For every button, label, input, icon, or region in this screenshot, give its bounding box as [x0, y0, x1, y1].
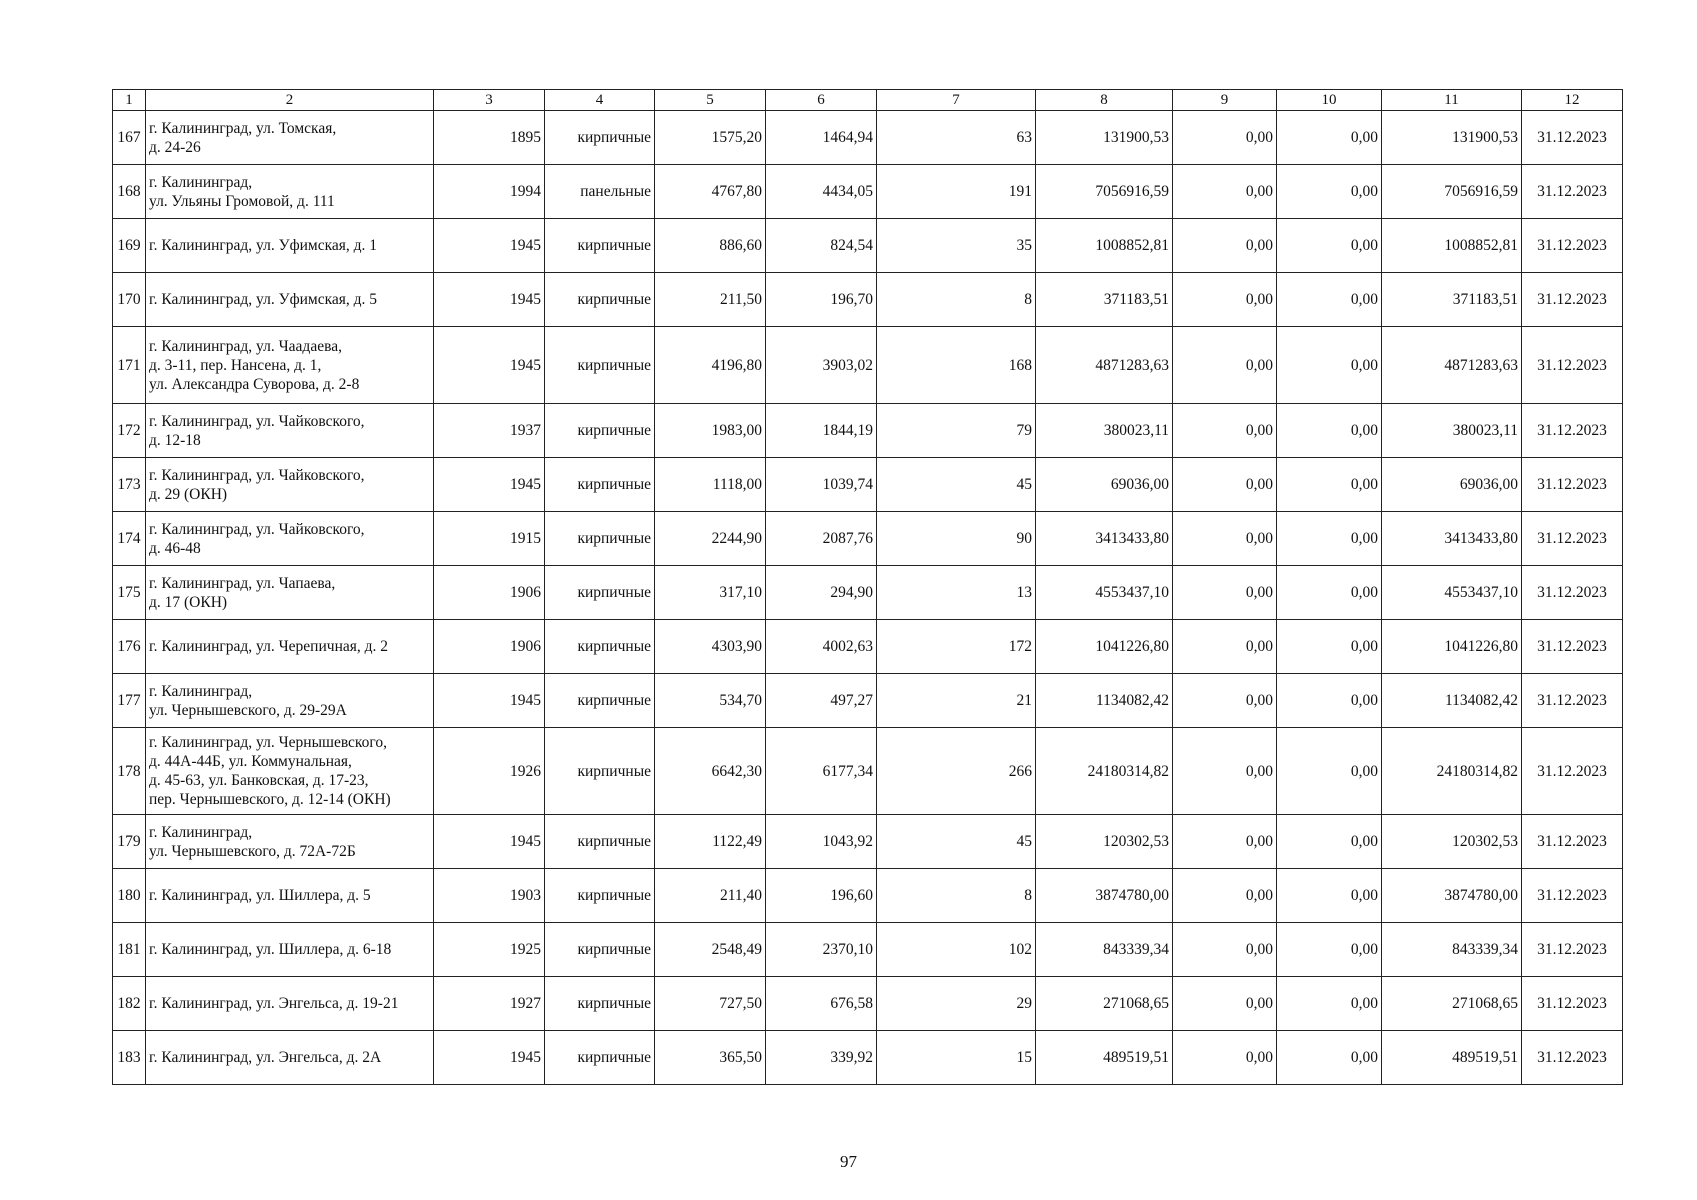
- cost-column-10-cell: 0,00: [1277, 674, 1382, 728]
- cost-column-10-cell: 0,00: [1277, 458, 1382, 512]
- column-header: 12: [1522, 90, 1623, 111]
- total-cost-cell: 4871283,63: [1036, 327, 1173, 404]
- total-cost-cell: 271068,65: [1036, 977, 1173, 1031]
- row-number-cell: 177: [113, 674, 146, 728]
- row-number-cell: 178: [113, 728, 146, 815]
- wall-material-cell: кирпичные: [545, 219, 655, 273]
- column-header: 8: [1036, 90, 1173, 111]
- row-number-cell: 175: [113, 566, 146, 620]
- table-row: [113, 458, 1623, 512]
- year-built-cell: 1945: [434, 273, 545, 327]
- residents-count-cell: 63: [877, 111, 1036, 165]
- cost-column-10-cell: 0,00: [1277, 977, 1382, 1031]
- residents-count-cell: 29: [877, 977, 1036, 1031]
- row-number-cell: 172: [113, 404, 146, 458]
- cost-column-10-cell: 0,00: [1277, 512, 1382, 566]
- residents-count-cell: 79: [877, 404, 1036, 458]
- living-area-cell: 196,60: [766, 869, 877, 923]
- deadline-date-cell: 31.12.2023: [1522, 111, 1623, 165]
- deadline-date-cell: 31.12.2023: [1522, 1031, 1623, 1085]
- total-cost-cell: 489519,51: [1036, 1031, 1173, 1085]
- cost-column-9-cell: 0,00: [1173, 1031, 1277, 1085]
- cost-column-9-cell: 0,00: [1173, 404, 1277, 458]
- cost-column-9-cell: 0,00: [1173, 815, 1277, 869]
- wall-material-cell: кирпичные: [545, 728, 655, 815]
- living-area-cell: 339,92: [766, 1031, 877, 1085]
- year-built-cell: 1945: [434, 327, 545, 404]
- year-built-cell: 1906: [434, 566, 545, 620]
- total-area-cell: 1575,20: [655, 111, 766, 165]
- living-area-cell: 497,27: [766, 674, 877, 728]
- total-cost-cell: 131900,53: [1036, 111, 1173, 165]
- buildings-table: [112, 89, 1623, 1085]
- cost-column-10-cell: 0,00: [1277, 219, 1382, 273]
- address-cell: г. Калининград, ул. Томская, д. 24-26: [146, 111, 434, 165]
- cost-column-9-cell: 0,00: [1173, 458, 1277, 512]
- deadline-date-cell: 31.12.2023: [1522, 566, 1623, 620]
- wall-material-cell: кирпичные: [545, 458, 655, 512]
- cost-column-11-cell: 1041226,80: [1382, 620, 1522, 674]
- total-cost-cell: 1134082,42: [1036, 674, 1173, 728]
- row-number-cell: 169: [113, 219, 146, 273]
- year-built-cell: 1945: [434, 1031, 545, 1085]
- deadline-date-cell: 31.12.2023: [1522, 165, 1623, 219]
- table-row: [113, 728, 1623, 815]
- wall-material-cell: кирпичные: [545, 273, 655, 327]
- residents-count-cell: 172: [877, 620, 1036, 674]
- deadline-date-cell: 31.12.2023: [1522, 674, 1623, 728]
- residents-count-cell: 191: [877, 165, 1036, 219]
- cost-column-9-cell: 0,00: [1173, 219, 1277, 273]
- deadline-date-cell: 31.12.2023: [1522, 219, 1623, 273]
- cost-column-10-cell: 0,00: [1277, 404, 1382, 458]
- cost-column-10-cell: 0,00: [1277, 111, 1382, 165]
- total-cost-cell: 3413433,80: [1036, 512, 1173, 566]
- cost-column-9-cell: 0,00: [1173, 977, 1277, 1031]
- cost-column-10-cell: 0,00: [1277, 566, 1382, 620]
- table-row: [113, 273, 1623, 327]
- address-cell: г. Калининград, ул. Чаадаева, д. 3-11, пер. Нансена, д. 1, ул. Александра Суворова, д. 2-8: [146, 327, 434, 404]
- cost-column-9-cell: 0,00: [1173, 327, 1277, 404]
- table-row: [113, 923, 1623, 977]
- total-area-cell: 1983,00: [655, 404, 766, 458]
- living-area-cell: 6177,34: [766, 728, 877, 815]
- cost-column-10-cell: 0,00: [1277, 620, 1382, 674]
- cost-column-9-cell: 0,00: [1173, 620, 1277, 674]
- table-row: [113, 165, 1623, 219]
- row-number-cell: 179: [113, 815, 146, 869]
- total-area-cell: 1122,49: [655, 815, 766, 869]
- year-built-cell: 1994: [434, 165, 545, 219]
- cost-column-11-cell: 1134082,42: [1382, 674, 1522, 728]
- deadline-date-cell: 31.12.2023: [1522, 512, 1623, 566]
- column-header: 10: [1277, 90, 1382, 111]
- year-built-cell: 1903: [434, 869, 545, 923]
- total-area-cell: 2244,90: [655, 512, 766, 566]
- total-area-cell: 211,50: [655, 273, 766, 327]
- column-header: 7: [877, 90, 1036, 111]
- cost-column-10-cell: 0,00: [1277, 327, 1382, 404]
- cost-column-11-cell: 4871283,63: [1382, 327, 1522, 404]
- table-row: [113, 219, 1623, 273]
- deadline-date-cell: 31.12.2023: [1522, 728, 1623, 815]
- cost-column-11-cell: 380023,11: [1382, 404, 1522, 458]
- living-area-cell: 1039,74: [766, 458, 877, 512]
- residents-count-cell: 90: [877, 512, 1036, 566]
- cost-column-9-cell: 0,00: [1173, 273, 1277, 327]
- wall-material-cell: панельные: [545, 165, 655, 219]
- total-cost-cell: 1008852,81: [1036, 219, 1173, 273]
- wall-material-cell: кирпичные: [545, 620, 655, 674]
- row-number-cell: 170: [113, 273, 146, 327]
- living-area-cell: 2087,76: [766, 512, 877, 566]
- page-number: 97: [840, 1152, 857, 1171]
- table-row: [113, 620, 1623, 674]
- column-header: 5: [655, 90, 766, 111]
- wall-material-cell: кирпичные: [545, 977, 655, 1031]
- total-cost-cell: 3874780,00: [1036, 869, 1173, 923]
- year-built-cell: 1895: [434, 111, 545, 165]
- address-cell: г. Калининград, ул. Чернышевского, д. 29-29А: [146, 674, 434, 728]
- cost-column-9-cell: 0,00: [1173, 869, 1277, 923]
- deadline-date-cell: 31.12.2023: [1522, 458, 1623, 512]
- wall-material-cell: кирпичные: [545, 923, 655, 977]
- residents-count-cell: 15: [877, 1031, 1036, 1085]
- year-built-cell: 1945: [434, 219, 545, 273]
- deadline-date-cell: 31.12.2023: [1522, 620, 1623, 674]
- deadline-date-cell: 31.12.2023: [1522, 815, 1623, 869]
- address-cell: г. Калининград, ул. Чайковского, д. 46-48: [146, 512, 434, 566]
- deadline-date-cell: 31.12.2023: [1522, 977, 1623, 1031]
- deadline-date-cell: 31.12.2023: [1522, 273, 1623, 327]
- residents-count-cell: 168: [877, 327, 1036, 404]
- residents-count-cell: 21: [877, 674, 1036, 728]
- cost-column-10-cell: 0,00: [1277, 728, 1382, 815]
- living-area-cell: 294,90: [766, 566, 877, 620]
- cost-column-11-cell: 1008852,81: [1382, 219, 1522, 273]
- cost-column-10-cell: 0,00: [1277, 923, 1382, 977]
- year-built-cell: 1927: [434, 977, 545, 1031]
- total-area-cell: 4196,80: [655, 327, 766, 404]
- column-header: 11: [1382, 90, 1522, 111]
- cost-column-11-cell: 489519,51: [1382, 1031, 1522, 1085]
- total-cost-cell: 120302,53: [1036, 815, 1173, 869]
- total-area-cell: 534,70: [655, 674, 766, 728]
- address-cell: г. Калининград, ул. Чернышевского, д. 72А-72Б: [146, 815, 434, 869]
- address-cell: г. Калининград, ул. Чернышевского, д. 44А-44Б, ул. Коммунальная, д. 45-63, ул. Банковская, д. 17-23, пер. Чернышевского, д. 12-14 (ОКН): [146, 728, 434, 815]
- total-area-cell: 6642,30: [655, 728, 766, 815]
- living-area-cell: 2370,10: [766, 923, 877, 977]
- cost-column-11-cell: 69036,00: [1382, 458, 1522, 512]
- row-number-cell: 168: [113, 165, 146, 219]
- table-row: [113, 566, 1623, 620]
- address-cell: г. Калининград, ул. Энгельса, д. 2А: [146, 1031, 434, 1085]
- column-header: 6: [766, 90, 877, 111]
- total-cost-cell: 371183,51: [1036, 273, 1173, 327]
- living-area-cell: 4434,05: [766, 165, 877, 219]
- living-area-cell: 3903,02: [766, 327, 877, 404]
- living-area-cell: 1844,19: [766, 404, 877, 458]
- residents-count-cell: 13: [877, 566, 1036, 620]
- table-row: [113, 512, 1623, 566]
- total-cost-cell: 7056916,59: [1036, 165, 1173, 219]
- total-area-cell: 4767,80: [655, 165, 766, 219]
- cost-column-9-cell: 0,00: [1173, 728, 1277, 815]
- table-row: [113, 869, 1623, 923]
- address-cell: г. Калининград, ул. Шиллера, д. 6-18: [146, 923, 434, 977]
- total-cost-cell: 843339,34: [1036, 923, 1173, 977]
- cost-column-9-cell: 0,00: [1173, 923, 1277, 977]
- cost-column-9-cell: 0,00: [1173, 111, 1277, 165]
- cost-column-9-cell: 0,00: [1173, 165, 1277, 219]
- total-area-cell: 2548,49: [655, 923, 766, 977]
- wall-material-cell: кирпичные: [545, 566, 655, 620]
- table-row: [113, 111, 1623, 165]
- cost-column-11-cell: 120302,53: [1382, 815, 1522, 869]
- cost-column-11-cell: 371183,51: [1382, 273, 1522, 327]
- residents-count-cell: 8: [877, 273, 1036, 327]
- cost-column-11-cell: 131900,53: [1382, 111, 1522, 165]
- year-built-cell: 1945: [434, 815, 545, 869]
- wall-material-cell: кирпичные: [545, 869, 655, 923]
- cost-column-10-cell: 0,00: [1277, 1031, 1382, 1085]
- column-header: 2: [146, 90, 434, 111]
- row-number-cell: 176: [113, 620, 146, 674]
- total-cost-cell: 1041226,80: [1036, 620, 1173, 674]
- deadline-date-cell: 31.12.2023: [1522, 923, 1623, 977]
- total-cost-cell: 380023,11: [1036, 404, 1173, 458]
- residents-count-cell: 102: [877, 923, 1036, 977]
- row-number-cell: 174: [113, 512, 146, 566]
- cost-column-11-cell: 271068,65: [1382, 977, 1522, 1031]
- wall-material-cell: кирпичные: [545, 327, 655, 404]
- wall-material-cell: кирпичные: [545, 512, 655, 566]
- total-area-cell: 727,50: [655, 977, 766, 1031]
- year-built-cell: 1937: [434, 404, 545, 458]
- row-number-cell: 173: [113, 458, 146, 512]
- column-header: 9: [1173, 90, 1277, 111]
- total-area-cell: 317,10: [655, 566, 766, 620]
- address-cell: г. Калининград, ул. Черепичная, д. 2: [146, 620, 434, 674]
- row-number-cell: 167: [113, 111, 146, 165]
- deadline-date-cell: 31.12.2023: [1522, 404, 1623, 458]
- cost-column-10-cell: 0,00: [1277, 273, 1382, 327]
- year-built-cell: 1945: [434, 674, 545, 728]
- total-cost-cell: 69036,00: [1036, 458, 1173, 512]
- address-cell: г. Калининград, ул. Шиллера, д. 5: [146, 869, 434, 923]
- address-cell: г. Калининград, ул. Чайковского, д. 29 (ОКН): [146, 458, 434, 512]
- cost-column-11-cell: 3874780,00: [1382, 869, 1522, 923]
- deadline-date-cell: 31.12.2023: [1522, 327, 1623, 404]
- living-area-cell: 196,70: [766, 273, 877, 327]
- column-number-row: [113, 90, 1623, 111]
- living-area-cell: 824,54: [766, 219, 877, 273]
- cost-column-9-cell: 0,00: [1173, 674, 1277, 728]
- total-area-cell: 886,60: [655, 219, 766, 273]
- year-built-cell: 1925: [434, 923, 545, 977]
- cost-column-11-cell: 24180314,82: [1382, 728, 1522, 815]
- residents-count-cell: 8: [877, 869, 1036, 923]
- row-number-cell: 180: [113, 869, 146, 923]
- row-number-cell: 183: [113, 1031, 146, 1085]
- cost-column-11-cell: 7056916,59: [1382, 165, 1522, 219]
- total-area-cell: 365,50: [655, 1031, 766, 1085]
- cost-column-10-cell: 0,00: [1277, 869, 1382, 923]
- wall-material-cell: кирпичные: [545, 815, 655, 869]
- living-area-cell: 4002,63: [766, 620, 877, 674]
- table-row: [113, 327, 1623, 404]
- row-number-cell: 182: [113, 977, 146, 1031]
- year-built-cell: 1926: [434, 728, 545, 815]
- address-cell: г. Калининград, ул. Чайковского, д. 12-18: [146, 404, 434, 458]
- total-area-cell: 211,40: [655, 869, 766, 923]
- address-cell: г. Калининград, ул. Ульяны Громовой, д. 111: [146, 165, 434, 219]
- cost-column-11-cell: 4553437,10: [1382, 566, 1522, 620]
- total-cost-cell: 4553437,10: [1036, 566, 1173, 620]
- column-header: 4: [545, 90, 655, 111]
- total-area-cell: 1118,00: [655, 458, 766, 512]
- year-built-cell: 1906: [434, 620, 545, 674]
- address-cell: г. Калининград, ул. Уфимская, д. 5: [146, 273, 434, 327]
- residents-count-cell: 35: [877, 219, 1036, 273]
- table-row: [113, 674, 1623, 728]
- living-area-cell: 1043,92: [766, 815, 877, 869]
- table-row: [113, 404, 1623, 458]
- year-built-cell: 1915: [434, 512, 545, 566]
- row-number-cell: 181: [113, 923, 146, 977]
- year-built-cell: 1945: [434, 458, 545, 512]
- total-area-cell: 4303,90: [655, 620, 766, 674]
- total-cost-cell: 24180314,82: [1036, 728, 1173, 815]
- wall-material-cell: кирпичные: [545, 1031, 655, 1085]
- table-row: [113, 977, 1623, 1031]
- address-cell: г. Калининград, ул. Энгельса, д. 19-21: [146, 977, 434, 1031]
- table-body: [113, 111, 1623, 1085]
- address-cell: г. Калининград, ул. Уфимская, д. 1: [146, 219, 434, 273]
- cost-column-10-cell: 0,00: [1277, 815, 1382, 869]
- column-header: 1: [113, 90, 146, 111]
- living-area-cell: 676,58: [766, 977, 877, 1031]
- cost-column-10-cell: 0,00: [1277, 165, 1382, 219]
- cost-column-9-cell: 0,00: [1173, 512, 1277, 566]
- residents-count-cell: 266: [877, 728, 1036, 815]
- address-cell: г. Калининград, ул. Чапаева, д. 17 (ОКН): [146, 566, 434, 620]
- residents-count-cell: 45: [877, 458, 1036, 512]
- row-number-cell: 171: [113, 327, 146, 404]
- cost-column-11-cell: 3413433,80: [1382, 512, 1522, 566]
- cost-column-9-cell: 0,00: [1173, 566, 1277, 620]
- wall-material-cell: кирпичные: [545, 111, 655, 165]
- deadline-date-cell: 31.12.2023: [1522, 869, 1623, 923]
- wall-material-cell: кирпичные: [545, 674, 655, 728]
- column-header: 3: [434, 90, 545, 111]
- cost-column-11-cell: 843339,34: [1382, 923, 1522, 977]
- wall-material-cell: кирпичные: [545, 404, 655, 458]
- table-row: [113, 1031, 1623, 1085]
- residents-count-cell: 45: [877, 815, 1036, 869]
- living-area-cell: 1464,94: [766, 111, 877, 165]
- table-row: [113, 815, 1623, 869]
